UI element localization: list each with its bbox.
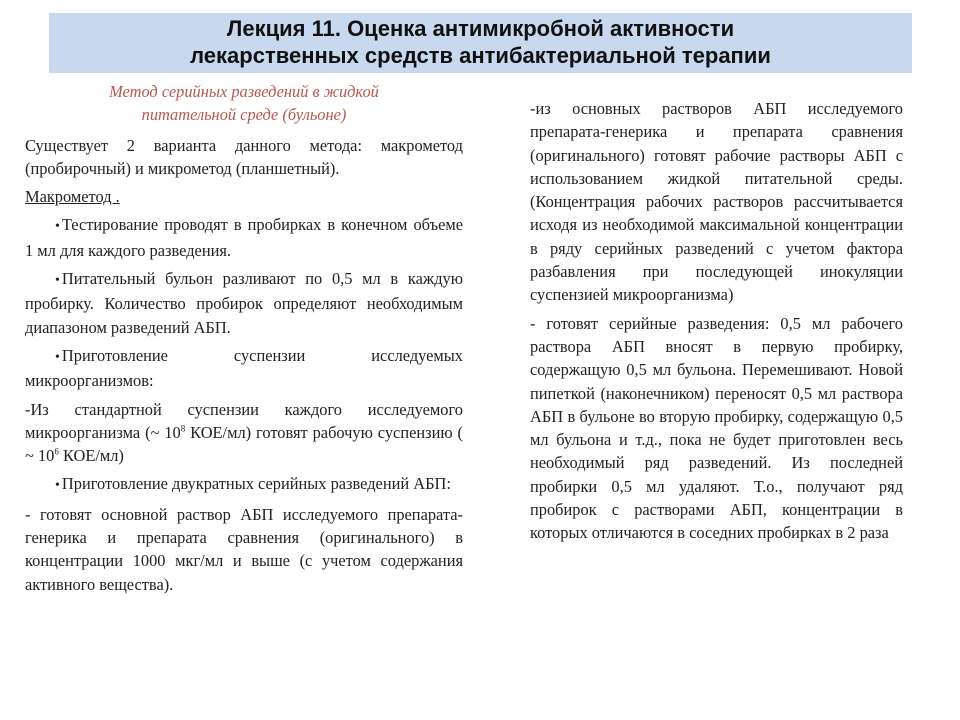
right-column: [530, 97, 903, 545]
left-column: [25, 80, 463, 596]
intro-paragraph: Существует 2 варианта данного метода: макрометод (пробирочный) и микрометод (планшетный).: [25, 135, 463, 178]
bullet-suspension: • Приготовление суспензии исследуемых микроорганизмов:: [25, 344, 463, 393]
dash1-part-a: -Из стандартной суспензии каждого исследуемого микроорганизма (~ 10: [25, 399, 463, 442]
serial-dilutions-paragraph: - готовят серийные разведения: 0,5 мл рабочего раствора АБП вносят в первую пробирку, содержащую 0,5 мл бульона. Перемешивают. Новой пипеткой (наконечником) переносят 0,5 мл раствора АБП в бульоне во вторую пробирку, содержащую 0,5 мл бульона и т.д., пока не будет приготовлен весь необходимый ряд разведений. Из последней пробирки 0,5 мл удаляют. Т.о., получают ряд пробирок с растворами АБП, концентрации в которых отличаются в соседних пробирках в 2 раза: [530, 313, 903, 543]
bullet-broth: • Питательный бульон разливают по 0,5 мл в каждую пробирку. Количество пробирок определяют необходимым диапазоном разведений АБП.: [25, 267, 463, 339]
dash1-part-b: КОЕ/мл) готовят рабочую суспензию ( ~ 10: [25, 422, 463, 466]
bullet-testing: • Тестирование проводят в пробирках в конечном объеме 1 мл для каждого разведения.: [25, 213, 463, 262]
dash1-exponent-2: 6: [54, 446, 59, 457]
dash-standard-suspension: [25, 398, 463, 468]
title-line-1: Лекция 11. Оценка антимикробной активности: [226, 16, 735, 41]
dash1-exponent-1: 8: [180, 423, 186, 434]
macro-heading-text: Макрометод .: [25, 187, 120, 207]
macro-heading: [25, 185, 463, 208]
bullet-dilutions: • Приготовление двукратных серийных разведений АБП:: [25, 472, 463, 497]
subtitle-line-2: питательной среде (бульоне): [141, 105, 347, 125]
subtitle-line-1: Метод серийных разведений в жидкой: [109, 82, 379, 101]
title-line-2: лекарственных средств антибактериальной терапии: [190, 43, 771, 68]
working-solutions-paragraph: -из основных растворов АБП исследуемого препарата-генерика и препарата сравнения (оригинального) готовят рабочие растворы АБП с использованием жидкой питательной среды. (Концентрация рабочих растворов рассчитывается исходя из необходимой максимальной концентрации в ряду серийных разведений с учетом фактора разбавления при последующей инокуляции суспензией микроорганизма): [530, 99, 903, 305]
slide-title: [49, 15, 912, 69]
dash-stock-solution: - готовят основной раствор АБП исследуемого препарата-генерика и препарата сравнения (оригинального) в концентрации 1000 мкг/мл и выше (с учетом содержания активного вещества).: [25, 504, 463, 594]
method-subtitle: [25, 80, 463, 127]
dash1-part-c: КОЕ/мл): [58, 446, 124, 466]
